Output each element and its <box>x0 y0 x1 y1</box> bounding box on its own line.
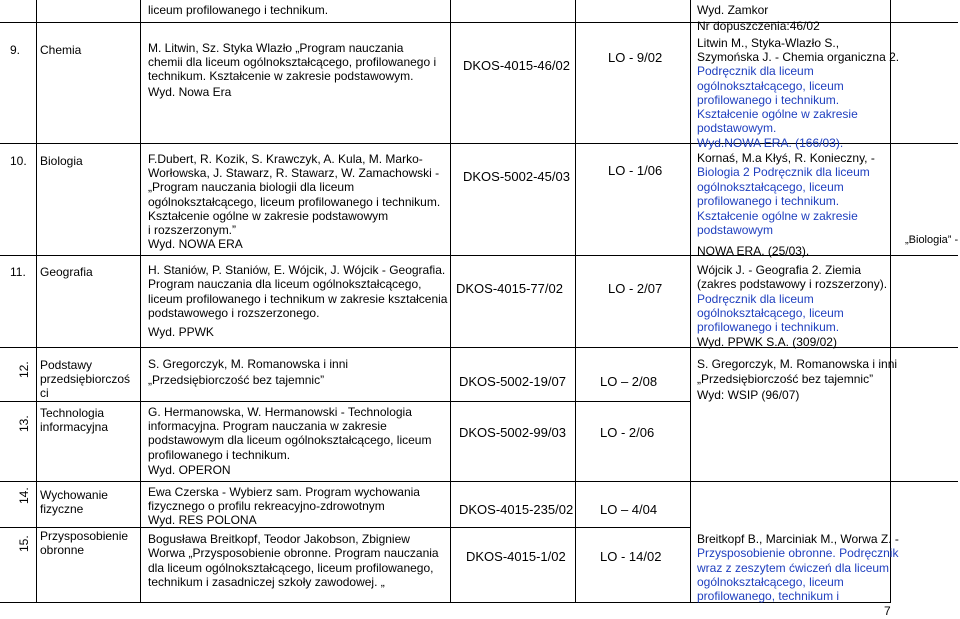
program-continuation: liceum profilowanego i technikum. <box>148 3 329 17</box>
book-continuation-line: Nr dopuszczenia:46/02 <box>697 19 820 33</box>
program-line: chemii dla liceum ogólnokształcącego, profilowanego i <box>148 55 437 69</box>
book-line: Wyd.NOWA ERA. (166/03). <box>697 136 844 150</box>
row-divider <box>0 401 690 402</box>
program-line: Wyd. NOWA ERA <box>148 237 243 251</box>
book-line: wraz z zeszytem ćwiczeń dla liceum <box>697 561 890 575</box>
subject-line: przedsiębiorczoś <box>40 372 131 386</box>
book-line: Przysposobienie obronne. Podręcznik <box>697 546 899 560</box>
book-line: Litwin M., Styka-Wlazło S., <box>697 36 840 50</box>
dkos-number: DKOS-4015-46/02 <box>463 58 570 73</box>
subject-name: Biologia <box>40 154 83 168</box>
row-number: 10. <box>10 154 27 168</box>
column-divider <box>36 0 37 603</box>
book-line: profilowanego i technikum. <box>697 194 840 208</box>
book-line: podstawowym <box>697 223 774 237</box>
row-number: 14. <box>17 487 31 504</box>
program-line: Bogusława Breitkopf, Teodor Jakobson, Zbigniew <box>148 532 410 546</box>
row-divider <box>0 255 958 256</box>
book-line: Szymońska J. - Chemia organiczna 2. <box>697 50 900 64</box>
column-divider <box>890 0 891 603</box>
program-line: S. Gregorczyk, M. Romanowska i inni <box>148 357 349 371</box>
program-line: podstawowym dla liceum ogólnokształcącego, liceum <box>148 433 432 447</box>
book-line: profilowanego i technikum. <box>697 320 840 334</box>
dkos-number: DKOS-4015-235/02 <box>459 502 574 517</box>
program-line: Wyd. OPERON <box>148 463 231 477</box>
subject-line: ci <box>40 386 49 400</box>
lo-number: LO – 2/08 <box>600 374 658 389</box>
lo-number: LO - 1/06 <box>608 163 663 178</box>
program-line: Wyd. RES POLONA <box>148 513 257 527</box>
program-line: Program nauczania dla liceum ogólnokształcącego, <box>148 277 422 291</box>
row-divider <box>0 527 690 528</box>
book-line: Kornaś, M.a Kłyś, R. Konieczny, - <box>697 151 875 165</box>
program-line: M. Litwin, Sz. Styka Wlazło „Program nauczania <box>148 41 404 55</box>
program-line: F.Dubert, R. Kozik, S. Krawczyk, A. Kula, M. Marko- <box>148 152 423 166</box>
overflow-text: „Biologia” - <box>905 234 959 246</box>
dkos-number: DKOS-5002-99/03 <box>459 425 566 440</box>
program-line: Ewa Czerska - Wybierz sam. Program wychowania <box>148 485 420 499</box>
subject-name: Chemia <box>40 43 82 57</box>
column-divider <box>140 0 141 603</box>
program-line: podstawowego i rozszerzonego. <box>148 306 320 320</box>
book-line: Wójcik J. - Geografia 2. Ziemia <box>697 263 862 277</box>
program-line: H. Staniów, P. Staniów, E. Wójcik, J. Wójcik - Geografia. <box>148 263 446 277</box>
subject-name: Geografia <box>40 265 93 279</box>
row-divider <box>0 481 958 482</box>
book-line: ogólnokształcącego, liceum <box>697 180 844 194</box>
subject-line: fizyczne <box>40 502 84 516</box>
program-line: technikum i zasadniczej szkoły zawodowej. „ <box>148 575 385 589</box>
program-line: fizycznego o profilu rekreacyjno-zdrowotnym <box>148 499 385 513</box>
program-line: Wyd. PPWK <box>148 325 214 339</box>
subject-line: Podstawy <box>40 358 93 372</box>
subject-line: Technologia <box>40 406 105 420</box>
program-line: „Program nauczania biologii dla liceum <box>148 180 355 194</box>
book-line: profilowanego, technikum i <box>697 589 840 603</box>
program-line: technikum. Kształcenie w zakresie podstawowym. <box>148 69 414 83</box>
program-line: liceum profilowanego i technikum w zakresie kształcenia <box>148 292 448 306</box>
book-line: Wyd. PPWK S.A. (309/02) <box>697 335 837 349</box>
book-line: NOWA ERA. (25/03). <box>697 244 810 258</box>
program-line: Worłowska, J. Stawarz, R. Stawarz, W. Zamachowski - <box>148 166 440 180</box>
book-line: ogólnokształcącego, liceum <box>697 79 844 93</box>
book-line: Kształcenie ogólne w zakresie <box>697 107 858 121</box>
program-line: Worwa „Przysposobienie obronne. Program nauczania <box>148 546 439 560</box>
subject-line: Przysposobienie <box>40 529 129 543</box>
book-line: ogólnokształcącego, liceum <box>697 306 844 320</box>
book-line: Podręcznik dla liceum <box>697 64 814 78</box>
lo-number: LO – 4/04 <box>600 502 658 517</box>
lo-number: LO - 2/07 <box>608 281 663 296</box>
program-line: i rozszerzonym.” <box>148 223 237 237</box>
subject-line: Wychowanie <box>40 488 108 502</box>
dkos-number: DKOS-4015-77/02 <box>456 281 563 296</box>
program-line: G. Hermanowska, W. Hermanowski - Technologia <box>148 405 412 419</box>
column-divider <box>450 0 451 603</box>
row-number: 9. <box>10 43 21 57</box>
program-line: Wyd. Nowa Era <box>148 85 232 99</box>
subject-line: informacyjna <box>40 420 109 434</box>
program-line: dla liceum ogólnokształcącego, liceum profilowanego, <box>148 561 434 575</box>
dkos-number: DKOS-5002-19/07 <box>459 374 566 389</box>
lo-number: LO - 14/02 <box>600 549 662 564</box>
dkos-number: DKOS-5002-45/03 <box>463 169 570 184</box>
row-number: 15. <box>17 535 31 552</box>
page-number: 7 <box>884 604 891 618</box>
dkos-number: DKOS-4015-1/02 <box>466 549 566 564</box>
subject-line: obronne <box>40 543 85 557</box>
book-line: S. Gregorczyk, M. Romanowska i inni <box>697 357 898 371</box>
book-line: (zakres podstawowy i rozszerzony). <box>697 277 888 291</box>
program-line: „Przedsiębiorczość bez tajemnic” <box>148 373 325 387</box>
row-number: 13. <box>17 415 31 432</box>
book-line: Breitkopf B., Marciniak M., Worwa Z. - <box>697 532 899 546</box>
lo-number: LO - 2/06 <box>600 425 655 440</box>
book-line: Kształcenie ogólne w zakresie <box>697 209 858 223</box>
book-continuation-line: Wyd. Zamkor <box>697 3 769 17</box>
book-line: profilowanego i technikum. <box>697 93 840 107</box>
column-divider <box>690 0 691 603</box>
program-line: informacyjna. Program nauczania w zakresie <box>148 419 387 433</box>
lo-number: LO - 9/02 <box>608 50 663 65</box>
book-line: „Przedsiębiorczość bez tajemnic” <box>697 372 874 386</box>
book-line: Biologia 2 Podręcznik dla liceum <box>697 165 870 179</box>
book-line: ogólnokształcącego, liceum <box>697 575 844 589</box>
program-line: profilowanego i technikum. <box>148 448 291 462</box>
program-line: ogólnokształcącego, liceum profilowanego i technikum. <box>148 195 441 209</box>
book-line: Wyd: WSIP (96/07) <box>697 388 800 402</box>
book-line: Podręcznik dla liceum <box>697 292 814 306</box>
row-number: 12. <box>17 361 31 378</box>
row-number: 11. <box>10 265 26 279</box>
book-line: podstawowym. <box>697 121 777 135</box>
column-divider <box>575 0 576 603</box>
program-line: Kształcenie ogólne w zakresie podstawowym <box>148 209 389 223</box>
